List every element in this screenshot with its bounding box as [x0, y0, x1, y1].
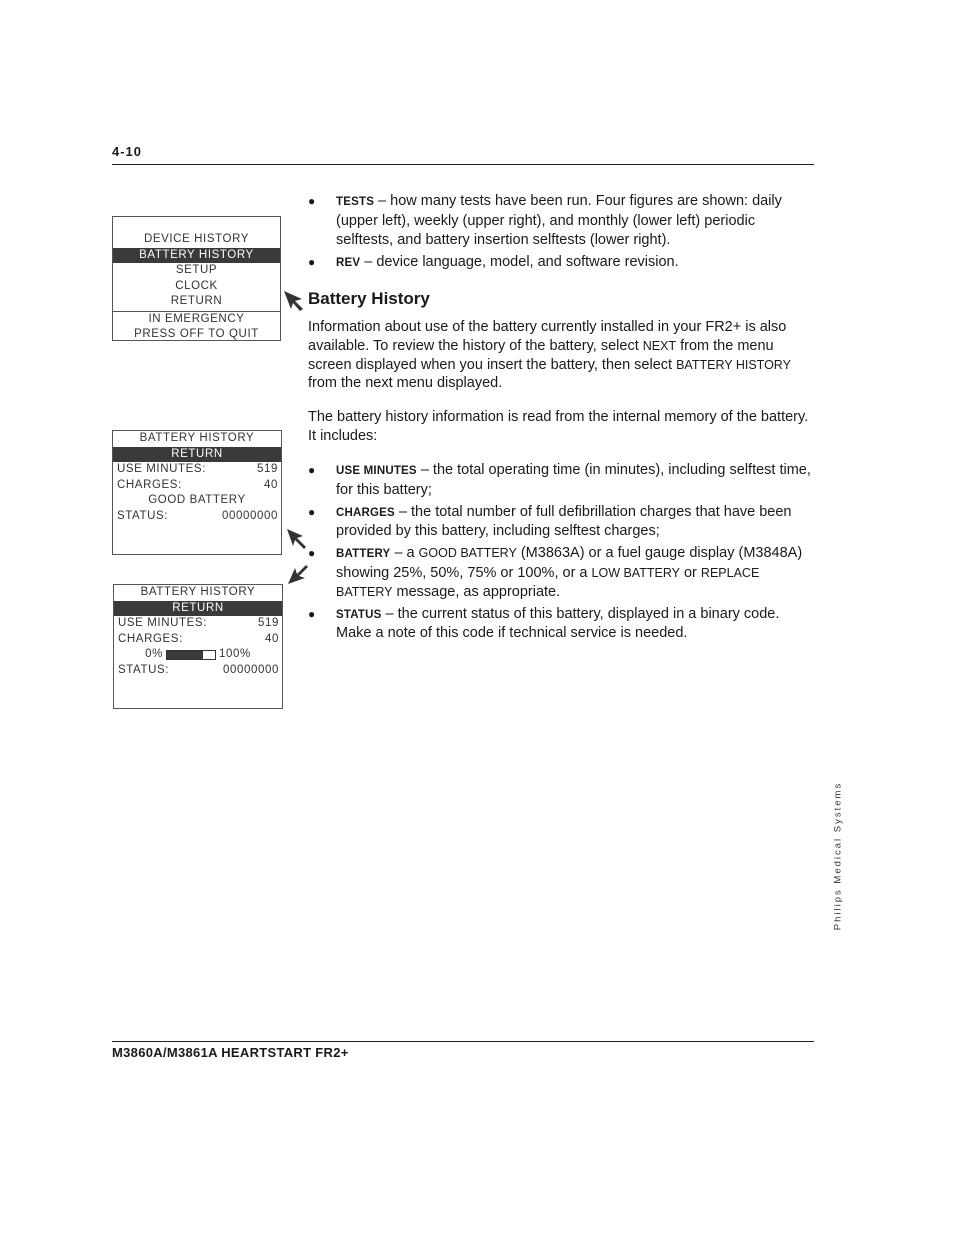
term-rev: REV	[336, 257, 361, 270]
return-item: RETURN	[114, 601, 282, 617]
footer-title: M3860A/M3861A HEARTSTART FR2+	[112, 1045, 349, 1060]
header-rule	[112, 164, 814, 165]
fuel-gauge-bar	[166, 650, 216, 660]
menu-footer-line-1: IN EMERGENCY	[148, 312, 245, 325]
screen-title: BATTERY HISTORY	[140, 586, 256, 598]
charges-row	[113, 478, 281, 494]
fuel-gauge-row	[114, 647, 282, 663]
menu-item-setup: SETUP	[175, 264, 218, 276]
menu-screen	[112, 216, 281, 341]
bullet-status-text: – the current status of this battery, displayed in a binary code. Make a note of this code if technical service is needed.	[336, 605, 780, 642]
arrow-to-menu-icon	[283, 290, 305, 312]
bullet-battery-t4: message, as appropriate.	[392, 583, 561, 600]
bullet-battery-replace: REPLACE BATTERY	[336, 565, 760, 599]
para1-part-b: from the menu screen displayed when you insert the battery, then select	[308, 337, 774, 373]
fuel-gauge-fill	[167, 651, 203, 659]
bullet-battery-good: GOOD BATTERY	[418, 546, 517, 561]
term-use-minutes: USE MINUTES	[336, 465, 417, 477]
status-row	[113, 509, 281, 525]
return-item: RETURN	[113, 447, 281, 463]
menu-item-device-history: DEVICE HISTORY	[143, 233, 250, 245]
info-paragraph: The battery history information is read from the internal memory of the battery. It includes:	[308, 409, 809, 444]
bullet-tests: ● TESTS – how many tests have been run. Four figures are shown: daily (upper left), weekly (upper right), and monthly (lower left) periodic selftests, and battery insertion selftests (lower right).	[308, 193, 782, 248]
bullet-battery-t2: (M3863A) or a fuel gauge display (M3848A) showing 25%, 50%, 75% or 100%, or a	[336, 545, 803, 581]
charges-label: CHARGES:	[117, 478, 182, 491]
para1-next: NEXT	[642, 338, 677, 353]
bullet-charges-text: – the total number of full defibrillation charges that have been provided by this battery, including selftest charges;	[336, 503, 792, 540]
status-label: STATUS:	[117, 509, 169, 522]
top-bullet-list	[308, 192, 814, 273]
battery-history-screen-gauge	[113, 584, 283, 709]
use-minutes-value: 519	[258, 617, 279, 629]
status-value: 00000000	[222, 509, 278, 522]
gauge-max-label: 100%	[219, 648, 251, 660]
term-status: STATUS	[336, 608, 382, 621]
use-minutes-label: USE MINUTES:	[117, 463, 206, 475]
footer-rule	[112, 1041, 814, 1042]
bullet-charges: ● CHARGES – the total number of full defibrillation charges that have been provided by this battery, including selftest charges;	[308, 503, 792, 540]
gauge-min-label: 0%	[145, 648, 163, 660]
charges-value: 40	[265, 632, 279, 645]
status-label: STATUS:	[118, 663, 170, 676]
history-bullet-list	[308, 461, 814, 643]
bullet-use-minutes-text: – the total operating time (in minutes), including selftest time, for this battery;	[336, 462, 811, 498]
battery-history-screen-good	[112, 430, 282, 555]
bullet-rev-text: – device language, model, and software revision.	[360, 254, 679, 271]
page-number: 4-10	[112, 144, 143, 159]
bullet-tests-text: – how many tests have been run. Four figures are shown: daily (upper left), weekly (upper right), and monthly (lower left) periodic selftests, and battery insertion selftests (lower right).	[336, 193, 782, 248]
bullet-battery: ● BATTERY – a GOOD BATTERY (M3863A) or a fuel gauge display (M3848A) showing 25%, 50%, 75% or 100%, or a LOW BATTERY or REPLACE BATTERY message, as appropriate.	[308, 545, 803, 600]
use-minutes-row	[114, 616, 282, 632]
para1-battery-history: BATTERY HISTORY	[676, 357, 791, 372]
status-row	[114, 663, 282, 679]
charges-row	[114, 632, 282, 648]
bullet-rev: ● REV – device language, model, and software revision.	[308, 254, 679, 271]
charges-label: CHARGES:	[118, 632, 183, 645]
menu-item-clock: CLOCK	[175, 279, 218, 292]
side-brand-text: Philips Medical Systems	[832, 781, 844, 931]
bullet-battery-t3: or	[679, 564, 701, 581]
intro-paragraph	[308, 318, 814, 393]
term-tests: TESTS	[336, 196, 375, 208]
screen-title: BATTERY HISTORY	[139, 432, 255, 444]
section-heading: Battery History	[308, 289, 430, 308]
use-minutes-label: USE MINUTES:	[118, 617, 207, 629]
term-charges: CHARGES	[336, 506, 395, 519]
term-battery: BATTERY	[336, 548, 391, 561]
menu-footer-line-2: PRESS OFF TO QUIT	[134, 328, 259, 340]
bullet-battery-t1: – a	[390, 545, 419, 562]
bullet-status: ● STATUS – the current status of this battery, displayed in a binary code. Make a note of this code if technical service is needed.	[308, 605, 780, 642]
para1-part-a: Information about use of the battery currently installed in your FR2+ is also available. To review the history of the battery, select	[308, 319, 787, 354]
para1-part-c: from the next menu displayed.	[308, 375, 503, 392]
charges-value: 40	[264, 478, 278, 491]
arrow-to-screen-b-icon	[287, 563, 309, 585]
battery-status-text: GOOD BATTERY	[148, 494, 246, 506]
use-minutes-row	[113, 462, 281, 478]
use-minutes-value: 519	[257, 463, 278, 475]
arrow-to-screen-a-icon	[286, 528, 308, 550]
status-value: 00000000	[223, 663, 279, 676]
menu-item-battery-history: BATTERY HISTORY	[113, 248, 280, 264]
bullet-use-minutes: ● USE MINUTES – the total operating time (in minutes), including selftest time, for this battery;	[308, 462, 811, 498]
menu-item-return: RETURN	[170, 295, 223, 307]
bullet-battery-low: LOW BATTERY	[591, 565, 680, 580]
